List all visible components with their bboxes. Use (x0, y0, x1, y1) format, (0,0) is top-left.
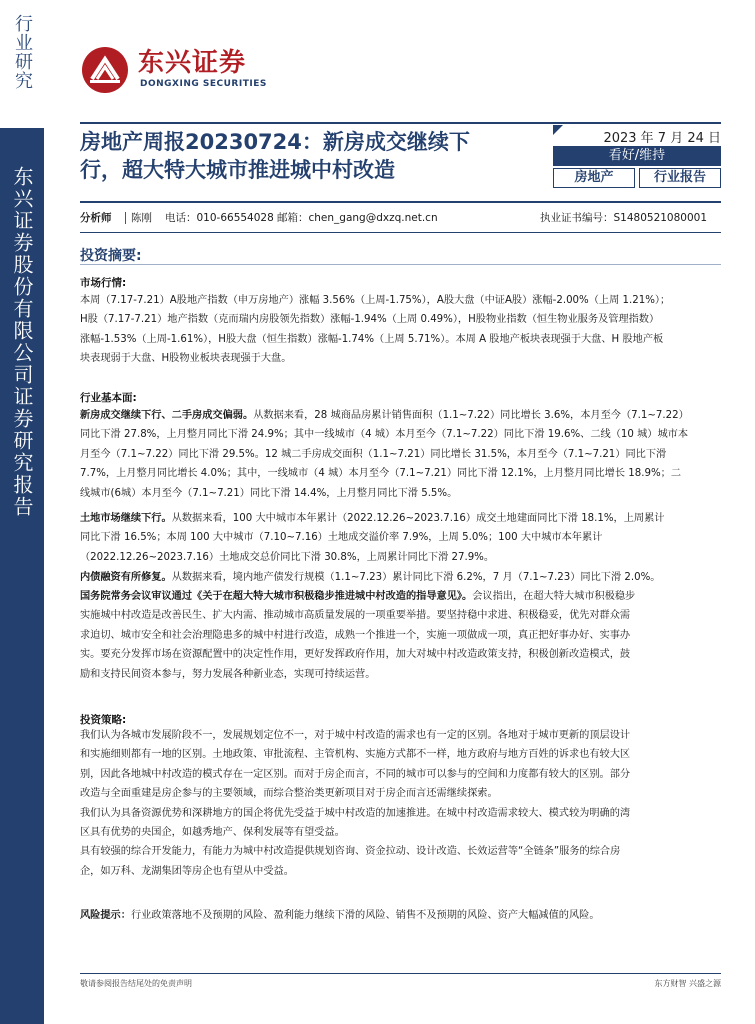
text-line: 区具有优势的央国企，如越秀地产、保利发展等有望受益。 (80, 827, 345, 839)
text-line: 改造与全面重建是房企参与的主要领域，而综合整治类更新项目对于房企而言还需继续探索。 (80, 788, 498, 800)
text-line: 我们认为具备资源优势和深耕地方的国企将优先受益于城中村改造的加速推进。在城中村改造需求较大、模式较为明确的湾 (80, 807, 631, 819)
analyst-info-row (80, 206, 721, 230)
market-paragraph (80, 291, 721, 369)
sidebar-bottom (0, 128, 44, 1024)
text-line: 具有较强的综合开发能力，有能力为城中村改造提供规划咨询、资金拉动、设计改造、长效运营等“全链条”服务的综合房 (80, 846, 621, 858)
abstract-divider (80, 264, 721, 265)
text-line: 别，因此各地城中村改造的模式存在一定区别。而对于房企而言，不同的城市可以参与的空间和力度都有较大的区别。部分 (80, 768, 631, 780)
analyst-top-divider (80, 201, 721, 203)
header-divider (80, 122, 721, 124)
footer-disclaimer: 敬请参阅报告结尾处的免责声明 (80, 979, 192, 988)
text-line: 同比下滑 16.5%；本周 100 大中城市（7.10~7.16）土地成交溢价率 7.9%，上周 5.0%；100 大中城市本年累计 (80, 532, 603, 544)
report-title (80, 128, 550, 184)
dongxing-logo-icon (80, 45, 130, 95)
risk-label: 风险提示： (80, 910, 131, 921)
report-type-tag: 行业报告 (639, 168, 721, 188)
risk-text: 行业政策落地不及预期的风险、盈利能力继续下滑的风险、销售不及预期的风险、资产大幅减值的风险。 (130, 910, 600, 921)
fundamentals-heading: 行业基本面: (80, 392, 137, 404)
analyst-name: 陈刚 (131, 212, 152, 224)
logo-name-en: DONGXING SECURITIES (140, 79, 267, 89)
footer-divider (80, 973, 721, 974)
corner-marker (553, 125, 563, 135)
text-line: 实。要充分发挥市场在资源配置中的决定性作用，更好发挥政府作用，加大对城中村改造政策支持，积极创新改造模式，鼓 (80, 649, 631, 661)
text-line: （2022.12.26~2023.7.16）土地成交总价同比下滑 30.8%，上周累计同比下滑 27.9%。 (80, 551, 495, 563)
risk-paragraph (80, 906, 721, 925)
strategy-paragraph (80, 726, 721, 881)
rating-badge: 看好/维持 (553, 146, 721, 166)
text-line: 励和支持民间资本参与，努力发展各种新业态，实现可持续运营。 (80, 668, 376, 680)
text-line: 会议指出，在超大特大城市积极稳步 (472, 591, 636, 602)
text-line: H股（7.17-7.21）地产指数（克而瑞内房股领先指数）涨幅-1.94%（上周 0.49%），H股物业指数（恒生物业服务及管理指数） (80, 314, 660, 326)
logo-name-cn: 东兴证券 (138, 48, 247, 78)
abstract-heading: 投资摘要: (80, 248, 142, 264)
text-line: 求迫切、城市安全和社会治理隐患多的城中村进行改造，成熟一个推进一个，实施一项做成一项，真正把好事办好、实事办 (80, 629, 631, 641)
paragraph-lead: 国务院常务会议审议通过《关于在超大特大城市积极稳步推进城中村改造的指导意见》。 (80, 591, 473, 602)
report-title-line1: 房地产周报20230724：新房成交继续下 (80, 130, 470, 154)
paragraph-lead: 新房成交继续下行、二手房成交偏弱。 (80, 410, 254, 421)
sidebar-category-label: 行业研究 (12, 14, 33, 90)
text-line: 我们认为各城市发展阶段不一，发展规划定位不一，对于城中村改造的需求也有一定的区别。各地对于城市更新的顶层设计 (80, 730, 631, 741)
paragraph-lead: 土地市场继续下行。 (80, 513, 172, 524)
strategy-heading: 投资策略: (80, 714, 127, 726)
sidebar-company-label: 东兴证券股份有限公司证券研究报告 (10, 166, 34, 518)
text-line: 实施城中村改造是改善民生、扩大内需、推动城市高质量发展的一项重要举措。要坚持稳中求进、积极稳妥，优先对群众需 (80, 610, 631, 622)
debt-financing-paragraph (80, 568, 721, 587)
sidebar-top (0, 0, 44, 128)
analyst-bottom-divider (80, 232, 721, 233)
analyst-phone: 电话：010-66554028 (165, 212, 274, 224)
report-date: 2023 年 7 月 24 日 (603, 131, 721, 146)
text-line: 从数据来看，28 城商品房累计销售面积（1.1~7.22）同比增长 3.6%，本月至今（7.1~7.22） (253, 410, 689, 421)
new-home-paragraph (80, 406, 721, 503)
report-title-line2: 行，超大特大城市推进城中村改造 (80, 158, 395, 182)
sidebar (0, 0, 44, 1024)
analyst-email: 邮箱：chen_gang@dxzq.net.cn (277, 212, 438, 224)
text-line: 企，如万科、龙湖集团等房企也有望从中受益。 (80, 865, 294, 877)
footer-slogan: 东方财智 兴盛之源 (654, 979, 721, 988)
divider (125, 212, 126, 224)
text-line: 月至今（7.1~7.22）同比下滑 29.5%。12 城二手房成交面积（1.1~7.21）同比增长 31.5%，本月至今（7.1~7.21）同比下滑 (80, 448, 667, 460)
paragraph-lead: 内债融资有所修复。 (80, 572, 172, 583)
text-line: 同比下滑 27.8%，上月整月同比下滑 24.9%；其中一线城市（4 城）本月至今（7.1~7.22）同比下滑 19.6%、二线（10 城）城市本 (80, 429, 689, 441)
sector-tag: 房地产 (553, 168, 635, 188)
urban-village-paragraph (80, 587, 721, 684)
analyst-label: 分析师 (80, 212, 112, 224)
market-heading: 市场行情: (80, 277, 127, 289)
text-line: 7.7%，上月整月同比增长 4.0%；其中，一线城市（4 城）本月至今（7.1~7.21）同比下滑 12.1%，上月整月同比增长 18.9%；二 (80, 468, 682, 480)
text-line: 和实施细则都有一地的区别。土地政策、审批流程、主管机构、实施方式都不一样，地方政府与地方百姓的诉求也有较大区 (80, 749, 631, 761)
text-line: 涨幅-1.53%（上周-1.61%），H股大盘（恒生指数）涨幅-1.74%（上周 5.71%）。本周 A 股地产板块表现强于大盘、H 股地产板 (80, 333, 664, 345)
land-market-paragraph (80, 509, 721, 567)
text-line: 从数据来看，境内地产债发行规模（1.1~7.23）累计同比下滑 6.2%，7 月（7.1~7.23）同比下滑 2.0%。 (171, 572, 661, 583)
text-line: 从数据来看，100 大中城市本年累计（2022.12.26~2023.7.16）成交土地建面同比下滑 18.1%，上周累计 (171, 513, 665, 524)
analyst-license: 执业证书编号：S1480521080001 (540, 212, 708, 224)
company-logo (80, 45, 280, 95)
text-line: 线城市(6城）本月至今（7.1~7.21）同比下滑 14.4%，上月整月同比下滑 5.5%。 (80, 487, 458, 499)
text-line: 本周（7.17-7.21）A股地产指数（申万房地产）涨幅 3.56%（上周-1.75%），A股大盘（中证A股）涨幅-2.00%（上周 1.21%）； (80, 295, 671, 306)
text-line: 块表现弱于大盘、H股物业板块表现强于大盘。 (80, 353, 292, 365)
